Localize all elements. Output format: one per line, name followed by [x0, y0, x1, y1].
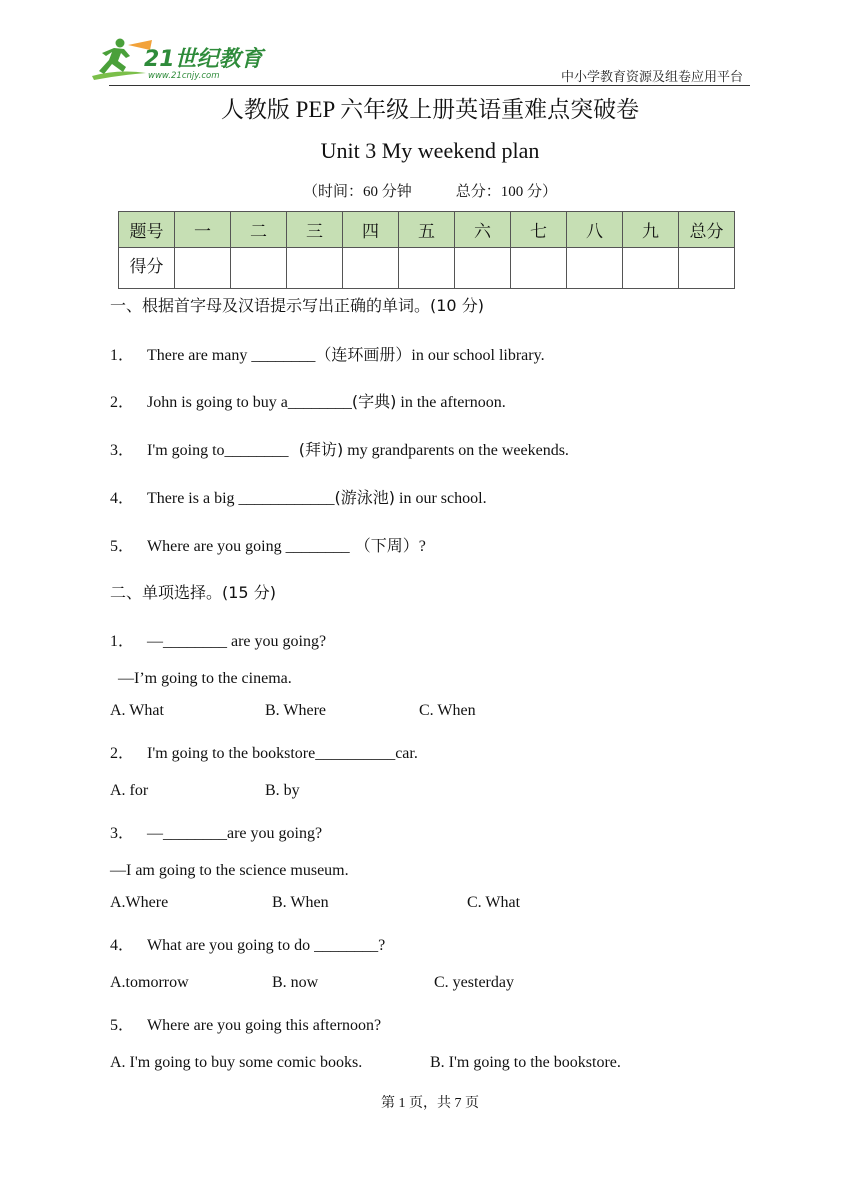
page-footer: 第 1 页，共 7 页	[381, 1096, 479, 1111]
question-text: John is going to buy a	[147, 394, 288, 411]
chinese-hint: （下周）	[349, 536, 419, 555]
score-table-header-row	[119, 212, 735, 248]
question-text: in our school library.	[411, 347, 545, 364]
chinese-hint: (字典)	[351, 392, 397, 411]
score-header-cell: 题号	[119, 212, 175, 248]
score-cell[interactable]	[679, 248, 735, 289]
score-row-label: 得分	[119, 248, 175, 289]
chinese-hint: (拜访)	[288, 440, 344, 459]
question-text: in the afternoon.	[396, 394, 506, 411]
score-table	[118, 211, 735, 289]
s2-question-3	[110, 820, 322, 843]
score-header-cell: 总分	[679, 212, 735, 248]
score-header-cell: 七	[511, 212, 567, 248]
s2-question-5	[110, 1012, 381, 1035]
time-limit: （时间：60 分钟	[302, 184, 412, 200]
question-text: —________are you going?	[147, 825, 323, 842]
score-cell[interactable]	[567, 248, 623, 289]
s1-question-5	[110, 533, 426, 556]
answer-blank[interactable]: ________	[251, 347, 316, 364]
score-header-cell: 四	[343, 212, 399, 248]
score-header-cell: 三	[287, 212, 343, 248]
score-header-cell: 九	[623, 212, 679, 248]
option-c[interactable]: C. When	[419, 702, 476, 719]
total-score: 总分：100 分）	[455, 184, 558, 200]
option-a[interactable]: A.tomorrow	[110, 974, 189, 991]
score-header-cell: 二	[231, 212, 287, 248]
question-text: There are many	[147, 347, 252, 364]
option-b[interactable]: B. When	[272, 894, 329, 911]
option-b[interactable]: B. now	[272, 974, 319, 991]
question-number: 4．	[110, 490, 135, 507]
platform-name: 中小学教育资源及组卷应用平台	[560, 70, 743, 85]
question-text: —________ are you going?	[147, 633, 327, 650]
chinese-hint: (游泳池)	[334, 488, 396, 507]
s2-question-3-answer: —I am going to the science museum.	[110, 862, 349, 879]
s1-question-1	[110, 342, 545, 365]
option-b[interactable]: B. by	[265, 782, 300, 799]
score-header-cell: 一	[175, 212, 231, 248]
option-b[interactable]: B. I'm going to the bookstore.	[430, 1054, 621, 1071]
option-a[interactable]: A.Where	[110, 894, 169, 911]
time-info	[0, 180, 860, 201]
score-cell[interactable]	[231, 248, 287, 289]
question-number: 5．	[110, 538, 135, 555]
question-text: Where are you going	[147, 538, 286, 555]
score-cell[interactable]	[399, 248, 455, 289]
question-text: I'm going to the bookstore__________car.	[147, 745, 418, 762]
page-subtitle: Unit 3 My weekend plan	[320, 138, 540, 163]
option-a[interactable]: A. I'm going to buy some comic books.	[110, 1054, 363, 1071]
question-number: 5．	[110, 1017, 135, 1034]
option-a[interactable]: A. What	[110, 702, 164, 719]
score-header-cell: 五	[399, 212, 455, 248]
question-number: 2．	[110, 745, 135, 762]
question-number: 3．	[110, 442, 135, 459]
question-number: 1．	[110, 633, 135, 650]
answer-blank[interactable]: ________	[285, 538, 350, 555]
option-c[interactable]: C. What	[467, 894, 521, 911]
score-cell[interactable]	[175, 248, 231, 289]
question-text: ?	[418, 538, 426, 555]
question-text: my grandparents on the weekends.	[343, 442, 569, 459]
s2-question-1	[110, 628, 326, 651]
score-table-score-row	[119, 248, 735, 289]
option-b[interactable]: B. Where	[265, 702, 327, 719]
question-text: What are you going to do ________?	[147, 937, 386, 954]
section1-heading: 一、根据首字母及汉语提示写出正确的单词。(10 分)	[110, 296, 484, 315]
svg-text:21世纪教育: 21世纪教育	[144, 47, 263, 72]
answer-blank[interactable]: ________	[287, 394, 352, 411]
score-header-cell: 六	[455, 212, 511, 248]
chinese-hint: （连环画册）	[315, 345, 412, 364]
s1-question-3	[110, 437, 569, 460]
question-text: I'm going to	[147, 442, 225, 459]
question-number: 2．	[110, 394, 135, 411]
s1-question-4	[110, 485, 487, 508]
score-cell[interactable]	[455, 248, 511, 289]
site-logo	[90, 36, 280, 82]
question-text: in our school.	[395, 490, 487, 507]
option-a[interactable]: A. for	[110, 782, 149, 799]
score-header-cell: 八	[567, 212, 623, 248]
question-number: 4．	[110, 937, 135, 954]
answer-blank[interactable]: ________	[224, 442, 289, 459]
score-cell[interactable]	[287, 248, 343, 289]
page-title: 人教版 PEP 六年级上册英语重难点突破卷	[220, 97, 640, 122]
s2-question-2	[110, 740, 418, 763]
answer-blank[interactable]: ____________	[238, 490, 335, 507]
section2-heading: 二、单项选择。(15 分)	[110, 583, 276, 602]
score-cell[interactable]	[511, 248, 567, 289]
s2-question-1-answer: —I’m going to the cinema.	[118, 670, 292, 687]
question-number: 3．	[110, 825, 135, 842]
score-cell[interactable]	[343, 248, 399, 289]
svg-text:www.21cnjy.com: www.21cnjy.com	[148, 71, 220, 81]
question-number: 1．	[110, 347, 135, 364]
question-text: Where are you going this afternoon?	[147, 1017, 382, 1034]
header-divider	[109, 85, 750, 86]
option-c[interactable]: C. yesterday	[434, 974, 514, 991]
score-cell[interactable]	[623, 248, 679, 289]
s1-question-2	[110, 389, 506, 412]
s2-question-4	[110, 932, 385, 955]
question-text: There is a big	[147, 490, 239, 507]
